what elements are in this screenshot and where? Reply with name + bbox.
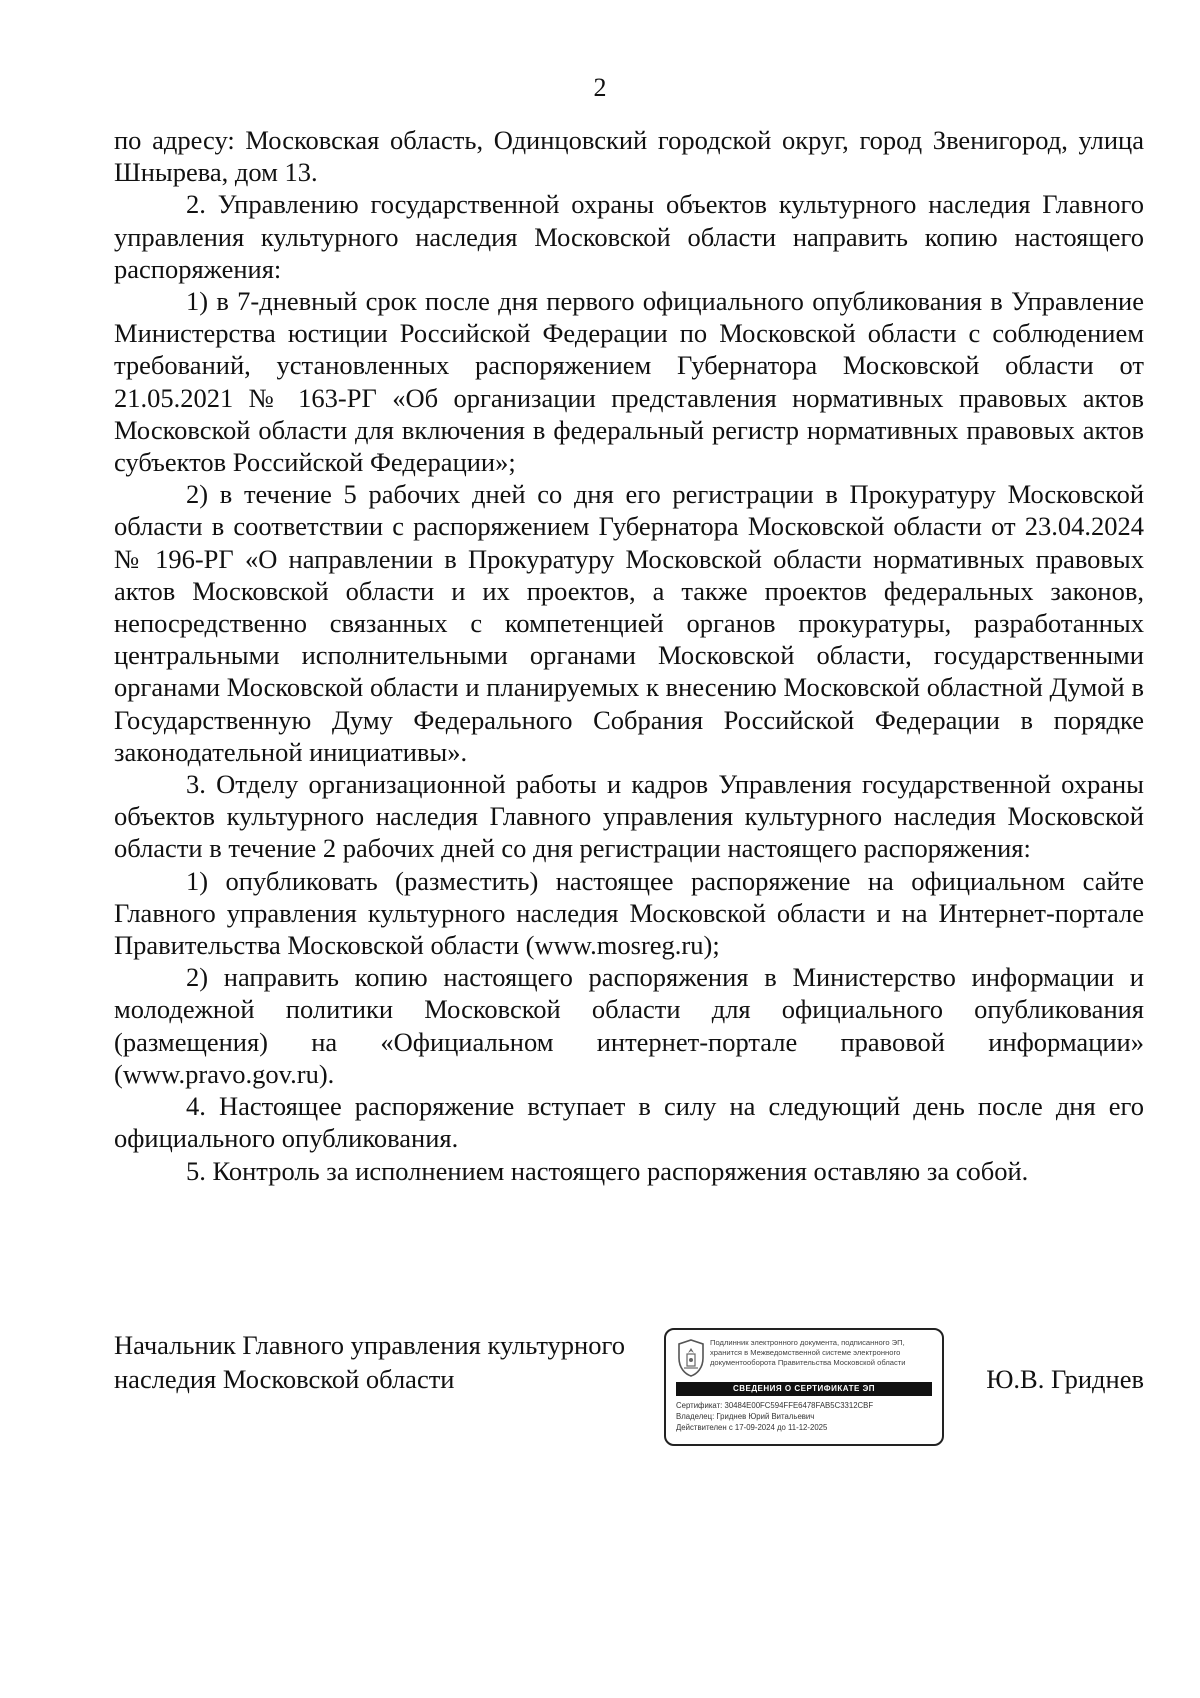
stamp-details (676, 1400, 936, 1433)
document-body (114, 124, 1144, 1187)
stamp-notice-text: Подлинник электронного документа, подписанного ЭП, хранится в Межведомственной системе электронного документооборота Правительства Московской области (710, 1338, 906, 1367)
signatory-title: Начальник Главного управления культурного наследия Московской области (114, 1330, 625, 1394)
paragraph-item-5: 5. Контроль за исполнением настоящего распоряжения оставляю за собой. (186, 1155, 1029, 1186)
stamp-header: СВЕДЕНИЯ О СЕРТИФИКАТЕ ЭП (676, 1382, 932, 1396)
stamp-certificate: Сертификат: 30484E00FC594FFE6478FAB5C3312CBF (676, 1401, 874, 1410)
page-number: 2 (593, 73, 607, 102)
paragraph-item-3: 3. Отделу организационной работы и кадров Управления государственной охраны объектов культурного наследия Главного управления культурного наследия Московской области в течение 2 рабочих дней со дня регистрации настоящего распоряжения: (114, 769, 1144, 864)
paragraph-address: по адресу: Московская область, Одинцовский городской округ, город Звенигород, улица Шнырева, дом 13. (114, 125, 1144, 188)
stamp-owner: Владелец: Гриднев Юрий Витальевич (676, 1412, 815, 1421)
moscow-region-coat-of-arms-icon (676, 1338, 706, 1378)
signatory-name: Ю.В. Гриднев (986, 1364, 1144, 1394)
paragraph-item-2-2: 2) в течение 5 рабочих дней со дня его регистрации в Прокуратуру Московской области в соответствии с распоряжением Губернатора Московской области от 23.04.2024 № 196-РГ «О направлении в Прокуратуру Московской области нормативных правовых актов Московской области и их проектов, а также проектов федеральных законов, непосредственно связанных с компетенцией органов прокуратуры, разработанных центральными исполнительными органами Московской области, государственными органами Московской области и планируемых к внесению Московской областной Думой в Государственную Думу Федерального Собрания Российской Федерации в порядке законодательной инициативы». (114, 479, 1144, 767)
electronic-signature-stamp (664, 1328, 944, 1446)
paragraph-item-3-1: 1) опубликовать (разместить) настоящее распоряжение на официальном сайте Главного управления культурного наследия Московской области и на Интернет-портале Правительства Московской области (www.mosreg.ru); (114, 865, 1144, 961)
paragraph-item-2: 2. Управлению государственной охраны объектов культурного наследия Главного управления культурного наследия Московской области направить копию настоящего распоряжения: (114, 189, 1144, 284)
paragraph-item-2-1: 1) в 7-дневный срок после дня первого официального опубликования в Управление Министерства юстиции Российской Федерации по Московской области с соблюдением требований, установленных распоряжением Губернатора Московской области от 21.05.2021 № 163-РГ «Об организации представления нормативных правовых актов Московской области для включения в федеральный регистр нормативных правовых актов субъектов Российской Федерации»; (114, 286, 1144, 478)
stamp-validity: Действителен с 17-09-2024 до 11-12-2025 (676, 1423, 828, 1432)
signature-block (114, 1328, 1144, 1448)
paragraph-item-4: 4. Настоящее распоряжение вступает в силу на следующий день после дня его официального опубликования. (114, 1091, 1144, 1154)
paragraph-item-3-2: 2) направить копию настоящего распоряжения в Министерство информации и молодежной политики Московской области для официального опубликования (размещения) на «Официальном интернет-портале правовой информации» (www.pravo.gov.ru). (114, 962, 1144, 1089)
